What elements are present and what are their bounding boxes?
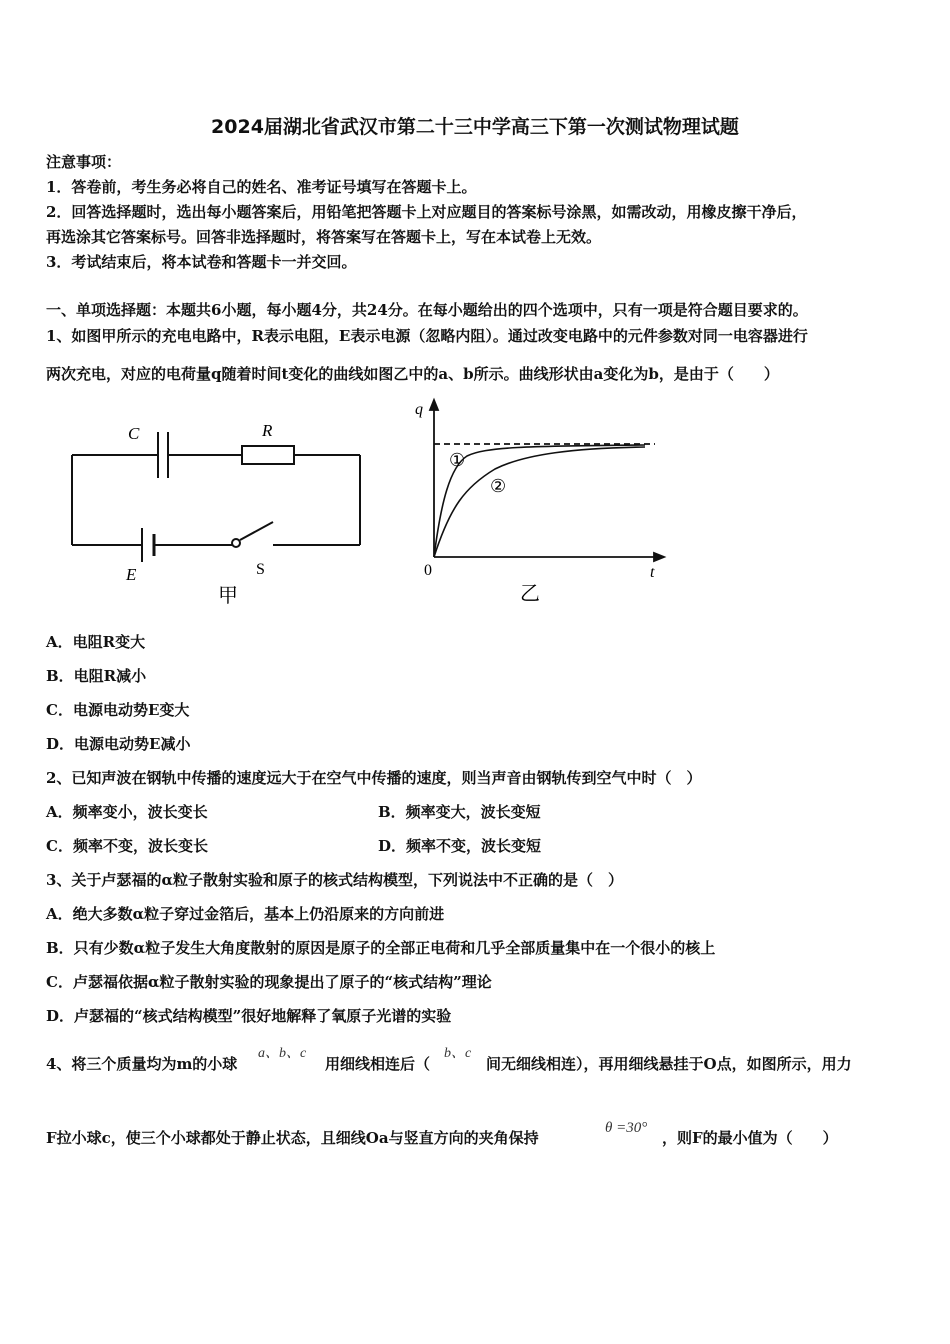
q2-option-c: C．频率不变，波长变长: [46, 837, 208, 855]
q3-option-d: D．卢瑟福的“核式结构模型”很好地解释了氧原子光谱的实验: [46, 1007, 452, 1025]
q4-math-abc: a、b、c: [258, 1046, 307, 1061]
charge-time-graph: [405, 392, 680, 607]
q4-math-theta: θ =30°: [605, 1120, 648, 1136]
curve-1: [434, 445, 645, 557]
q4-math-bc: b、c: [444, 1046, 472, 1061]
circuit-diagram: [60, 418, 380, 608]
q4-text-part3: 间无细线相连），再用细线悬挂于O点，如图所示，用力: [486, 1055, 852, 1073]
q1-option-d: D．电源电动势E减小: [46, 735, 191, 753]
capacitor-label: C: [128, 424, 140, 443]
switch-label: S: [256, 561, 265, 578]
origin-label: 0: [424, 562, 432, 579]
figure-jia-caption: 甲: [218, 585, 238, 607]
q3-option-a: A．绝大多数α粒子穿过金箔后，基本上仍沿原来的方向前进: [46, 905, 445, 923]
notice-item-2: 2．回答选择题时，选出每小题答案后，用铅笔把答题卡上对应题目的答案标号涂黑，如需改动，用橡皮擦干净后，: [46, 203, 807, 221]
q1-option-b: B．电阻R减小: [46, 667, 147, 685]
notice-item-3: 3．考试结束后，将本试卷和答题卡一并交回。: [46, 253, 357, 271]
q1-option-c: C．电源电动势E变大: [46, 701, 190, 719]
notice-item-2-cont: 再选涂其它答案标号。回答非选择题时，将答案写在答题卡上，写在本试卷上无效。: [46, 228, 602, 246]
curve-2: [434, 447, 645, 557]
notice-heading: 注意事项：: [46, 153, 122, 171]
q4-text-part1: 4、将三个质量均为m的小球: [46, 1055, 238, 1073]
q3-option-c: C．卢瑟福依据α粒子散射实验的现象提出了原子的“核式结构”理论: [46, 973, 492, 991]
q1-stem-line1: 1、如图甲所示的充电电路中，R表示电阻，E表示电源（忽略内阻）。通过改变电路中的元件参数对同一电容器进行: [46, 327, 808, 345]
q2-option-b: B．频率变大，波长变短: [378, 803, 541, 821]
page-title: 2024届湖北省武汉市第二十三中学高三下第一次测试物理试题: [211, 116, 739, 138]
notice-item-1: 1．答卷前，考生务必将自己的姓名、准考证号填写在答题卡上。: [46, 178, 477, 196]
axis-t-label: t: [650, 564, 655, 581]
curve-1-label: ①: [449, 450, 466, 470]
figure-yi-caption: 乙: [520, 583, 540, 605]
q4-text-part4: F拉小球c，使三个小球都处于静止状态，且细线Oa与竖直方向的夹角保持: [46, 1129, 539, 1147]
section-heading: 一、单项选择题：本题共6小题，每小题4分，共24分。在每小题给出的四个选项中，只有一项是符合题目要求的。: [46, 301, 808, 319]
axis-q-label: q: [415, 401, 423, 418]
resistor-label: R: [262, 421, 273, 440]
q3-option-b: B．只有少数α粒子发生大角度散射的原因是原子的全部正电荷和几乎全部质量集中在一个很小的核上: [46, 939, 716, 957]
q1-stem-line2: 两次充电，对应的电荷量q随着时间t变化的曲线如图乙中的a、b所示。曲线形状由a变化为b，是由于（ ）: [46, 365, 779, 383]
curve-2-label: ②: [490, 476, 507, 496]
source-label: E: [126, 565, 137, 584]
q4-text-part5: ，则F的最小值为（ ）: [662, 1129, 838, 1147]
q2-option-a: A．频率变小，波长变长: [46, 803, 208, 821]
q2-option-d: D．频率不变，波长变短: [378, 837, 542, 855]
q3-stem: 3、关于卢瑟福的α粒子散射实验和原子的核式结构模型，下列说法中不正确的是（ ）: [46, 871, 623, 889]
q4-text-part2: 用细线相连后（: [325, 1055, 431, 1073]
q2-stem: 2、已知声波在钢轨中传播的速度远大于在空气中传播的速度，则当声音由钢轨传到空气中时（ ）: [46, 769, 702, 787]
q1-option-a: A．电阻R变大: [46, 633, 146, 651]
